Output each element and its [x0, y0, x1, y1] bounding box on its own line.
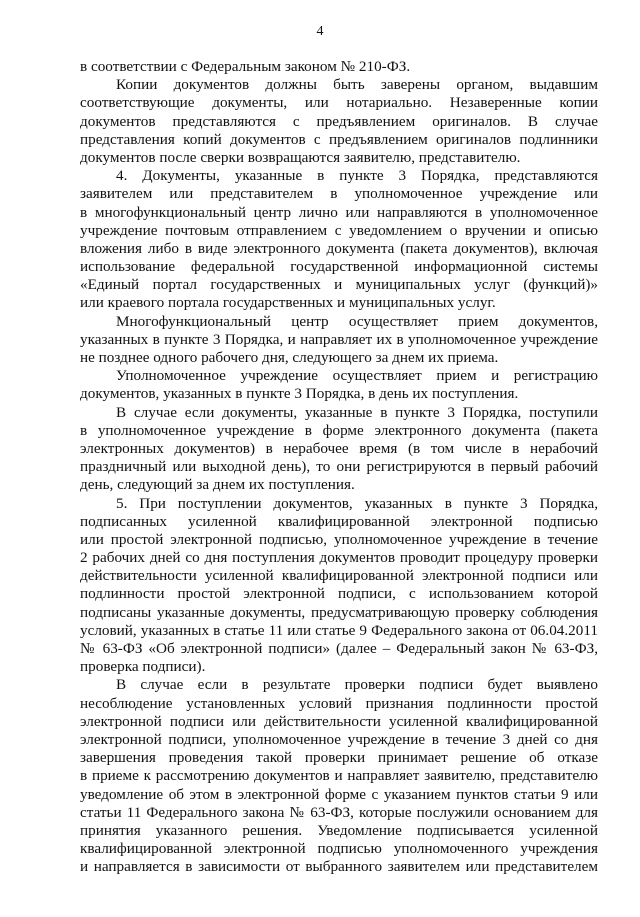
text-line: указанных в пункте 3 Порядка, и направляет их в уполномоченное учреждение	[80, 330, 598, 348]
text-line: № 63-ФЗ «Об электронной подписи» (далее – Федеральный закон № 63-ФЗ,	[80, 640, 598, 657]
text-line: не позднее одного рабочего дня, следующего за днем их приема.	[80, 349, 499, 366]
text-line: или краевого портала государственных и муниципальных услуг.	[80, 294, 496, 312]
text-line: подписанных усиленной квалифицированной электронной подписью	[80, 512, 598, 530]
text-line: день, следующий за днем их поступления.	[80, 476, 355, 494]
text-line: электронных документов) в нерабочее время (в том числе в нерабочий	[80, 439, 598, 457]
text-line: документов представляются с предъявлением оригиналов. В случае	[80, 112, 598, 130]
text-line: использование федеральной государственной информационной системы	[80, 258, 598, 276]
text-line: электронной подписи или действительности усиленной квалифицированной	[80, 712, 598, 730]
text-line: соответствующие документы, или нотариально. Незаверенные копии	[80, 94, 598, 112]
text-line: в соответствии с Федеральным законом № 210-ФЗ.	[80, 58, 411, 75]
text-line: в уполномоченное учреждение в форме электронного документа (пакета	[80, 421, 598, 439]
text-line: Копии документов должны быть заверены органом, выдавшим	[116, 76, 598, 94]
text-line: документов после сверки возвращаются заявителю, представителю.	[80, 148, 521, 166]
text-line: статьи 11 Федерального закона № 63-ФЗ, которые послужили основанием для	[80, 803, 598, 821]
text-line: 2 рабочих дней со дня поступления документов проводит процедуру проверки	[80, 549, 598, 567]
text-line: документов, указанных в пункте 3 Порядка, в день их поступления.	[80, 385, 519, 403]
text-line: и направляется в зависимости от выбранного заявителем или представителем	[80, 858, 598, 876]
text-line: принятия указанного решения. Уведомление подписывается усиленной	[80, 821, 598, 839]
text-line: 5. При поступлении документов, указанных в пункте 3 Порядка,	[116, 494, 598, 512]
text-line: в приеме к рассмотрению документов и направляет заявителю, представителю	[80, 767, 598, 785]
text-line: проверка подписи).	[80, 658, 206, 676]
text-line: 4. Документы, указанные в пункте 3 Порядка, представляются	[116, 167, 598, 185]
text-line: Многофункциональный центр осуществляет прием документов,	[116, 312, 598, 330]
text-line: «Единый портал государственных и муниципальных услуг (функций)»	[80, 276, 598, 294]
text-line: В случае если документы, указанные в пункте 3 Порядка, поступили	[116, 403, 598, 421]
text-line: заявителем или представителем в уполномоченное учреждение или	[80, 185, 598, 203]
text-line: квалифицированной электронной подписью уполномоченного учреждения	[80, 840, 598, 858]
text-line: действительности усиленной квалифицированной электронной подписи или	[80, 567, 598, 585]
text-line: в многофункциональный центр лично или направляются в уполномоченное	[80, 203, 598, 221]
text-line: уведомление об этом в электронной форме с указанием пунктов статьи 9 или	[80, 785, 598, 803]
text-line: Уполномоченное учреждение осуществляет прием и регистрацию	[116, 367, 598, 385]
page-number: 4	[316, 24, 324, 39]
body-text	[80, 58, 598, 876]
text-line: несоблюдение установленных условий признания подлинности простой	[80, 694, 598, 712]
text-line: электронной подписи, уполномоченное учреждение в течение 3 дней со дня	[80, 730, 598, 748]
text-line: учреждение почтовым отправлением с уведомлением о вручении и описью	[80, 221, 598, 239]
text-line: условий, указанных в статье 11 или статье 9 Федерального закона от 06.04.2011	[80, 621, 598, 639]
text-line: завершения проведения такой проверки принимает решение об отказе	[80, 749, 598, 767]
text-line: В случае если в результате проверки подписи будет выявлено	[116, 676, 598, 694]
text-line: или простой электронной подписью, уполномоченное учреждение в течение	[80, 530, 598, 548]
text-line: подлинности простой электронной подписи, с использованием которой	[80, 585, 598, 603]
text-line: представления копий документов с предъявлением оригиналов подлинники	[80, 130, 598, 148]
text-line: подписаны указанные документы, предусматривающую проверку соблюдения	[80, 603, 598, 621]
text-line: вложения либо в виде электронного документа (пакета документов), включая	[80, 239, 598, 257]
text-line: праздничный или выходной день), то они регистрируются в первый рабочий	[80, 458, 598, 476]
